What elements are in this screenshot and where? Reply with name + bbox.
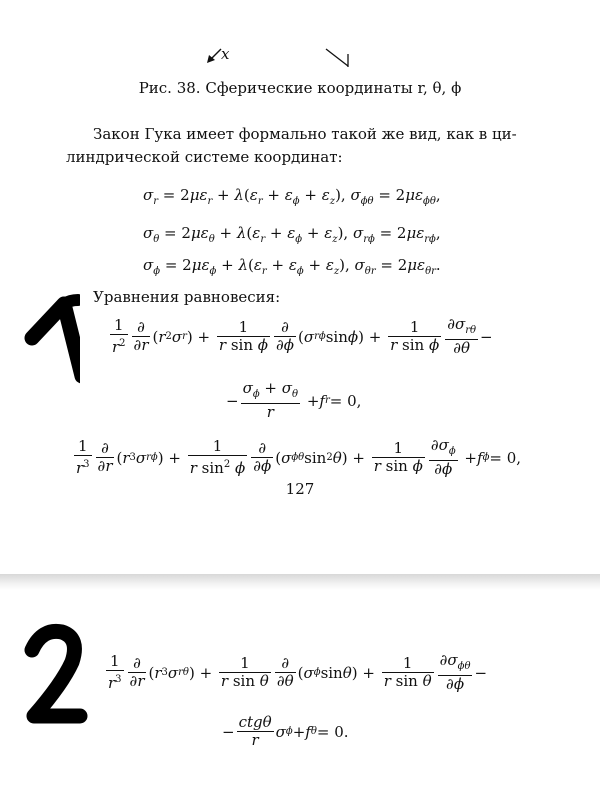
- page-number: 127: [285, 480, 315, 498]
- equilibrium-equation-r-line-1: $\frac{1}{r^2}$ ∂ ∂r ( r 2 σ r ) + 1 r sin ϕ ∂ ∂ϕ ( σ rϕ sin ϕ ) + 1 r sin ϕ $\partial\sigma_{r\theta}$ ∂θ −: [112, 315, 493, 357]
- axis-label-x: x: [221, 45, 230, 63]
- equilibrium-equation-phi: 1 $r^3$ ∂ ∂r ( r 3 σ rϕ ) + 1 r $\sin^2 \phi$ ∂ ∂ϕ ( σ ϕθ sin 2 θ ) + 1 r sin ϕ $\partial\sigma_\phi$ ∂ϕ + f ϕ = 0,: [76, 436, 522, 478]
- figure-caption: Рис. 38. Сферические координаты r, θ, ϕ: [138, 79, 462, 97]
- hooke-equation-1: $\sigma_r = 2\mu\varepsilon_r + \lambda(\varepsilon_r + \varepsilon_\phi + \varepsilon_z)$, $\sigma_{\phi\theta} = 2\mu\varepsilon_{\phi\theta}$,: [143, 186, 441, 207]
- handwritten-annotation-2: [18, 620, 88, 730]
- equilibrium-heading: Уравнения равновесия:: [93, 288, 281, 306]
- equilibrium-equation-r-line-2: − $\sigma_\phi + \sigma_\theta$ r + f r = 0,: [226, 379, 362, 421]
- paragraph-line-2: линдрической системе координат:: [66, 148, 343, 166]
- page-separator: [0, 574, 600, 590]
- handwritten-annotation-1: [20, 290, 80, 390]
- hooke-equation-2: $\sigma_\theta = 2\mu\varepsilon_\theta + \lambda(\varepsilon_r + \varepsilon_\phi + \varepsilon_z)$, $\sigma_{r\phi} = 2\mu\varepsilon_{r\phi}$,: [143, 224, 441, 245]
- paragraph-line-1: Закон Гука имеет формально такой же вид, как в ци-: [93, 125, 517, 143]
- equilibrium-equation-theta-line-2: − ctgθ r σ ϕ + f θ = 0.: [222, 713, 349, 749]
- page-128: [0, 590, 600, 800]
- hooke-equation-3: $\sigma_\phi = 2\mu\varepsilon_\phi + \lambda(\varepsilon_r + \varepsilon_\phi + \varepsilon_z)$, $\sigma_{\theta r} = 2\mu\varepsilon_{\theta r}$.: [143, 256, 441, 277]
- equilibrium-equation-theta-line-1: $\frac{1}{r^3}$ ∂ ∂r ( r 3 σ rθ ) + 1 r sin θ ∂ ∂θ ( σ ϕ sin θ ) + 1 r sin θ $\partial\sigma_{\phi\theta}$ ∂ϕ −: [108, 651, 488, 693]
- figure-line-fragment: [325, 47, 351, 69]
